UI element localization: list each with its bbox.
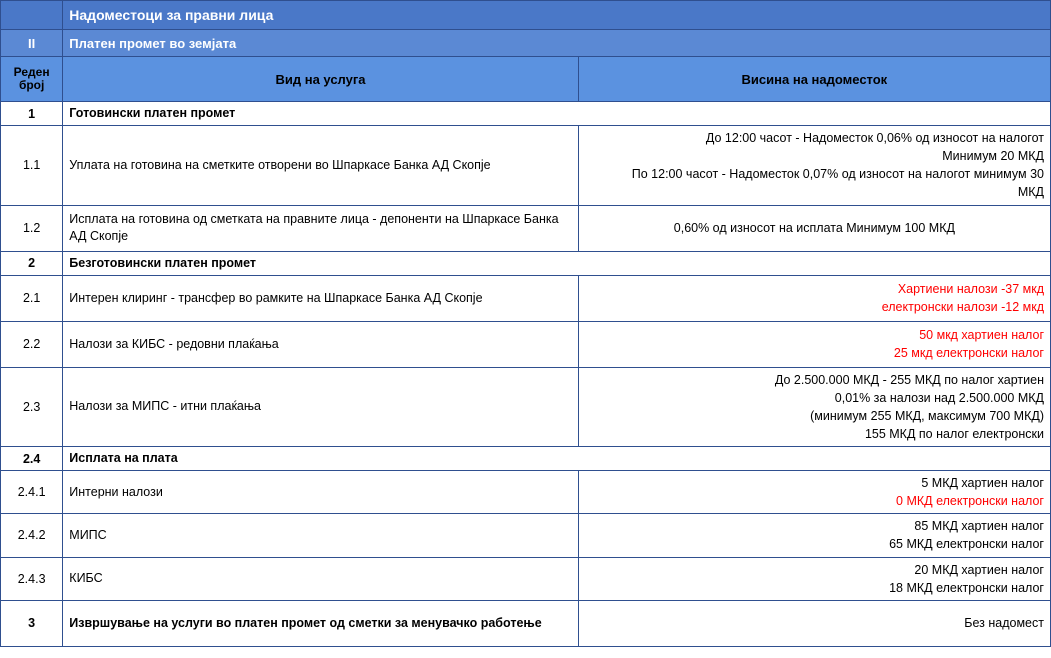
section-label: Платен промет во земјата: [63, 30, 1051, 57]
row-number: 2.1: [1, 275, 63, 321]
fee-line: Минимум 20 МКД: [942, 149, 1044, 164]
document-title: Надоместоци за правни лица: [63, 1, 1051, 30]
row-service: Интерен клиринг - трансфер во рамките на Шпаркасе Банка АД Скопје: [63, 275, 578, 321]
row-fee: [578, 471, 1050, 514]
row-fee: [578, 205, 1050, 251]
row-number: 1: [1, 102, 63, 126]
fee-line: 50 мкд хартиен налог: [919, 327, 1044, 342]
row-service: Налози за МИПС - итни плаќања: [63, 367, 578, 447]
fee-line: 25 мкд електронски налог: [893, 346, 1044, 360]
row-service: Интерни налози: [63, 471, 578, 514]
fee-line: Без надомест: [964, 616, 1044, 631]
row-number: 2.2: [1, 321, 63, 367]
fee-line: електронски налози -12 мкд: [881, 300, 1044, 314]
row-service: Безготовински платен промет: [63, 251, 1051, 275]
table-row: [1, 471, 1051, 514]
row-number: 2.4.3: [1, 557, 63, 600]
table-row: [1, 514, 1051, 557]
row-number: 2.4: [1, 447, 63, 471]
fee-line: 65 МКД електронски налог: [889, 537, 1044, 552]
fee-line: 18 МКД електронски налог: [889, 580, 1044, 595]
fee-line: 0 МКД електронски налог: [896, 494, 1044, 509]
table-title-row: [1, 1, 1051, 30]
table-row: [1, 600, 1051, 646]
row-fee: [578, 600, 1050, 646]
row-number: 2.3: [1, 367, 63, 447]
row-fee: [578, 126, 1050, 206]
section-roman-numeral: II: [1, 30, 63, 57]
row-service: Исплата на готовина од сметката на правните лица - депоненти на Шпаркасе Банка АД Скопје: [63, 205, 578, 251]
fee-line: По 12:00 часот - Надоместок 0,07% од износот на налогот минимум 30: [631, 167, 1044, 182]
table-row: [1, 102, 1051, 126]
table-row: [1, 367, 1051, 447]
table-row: [1, 275, 1051, 321]
row-fee: [578, 367, 1050, 447]
table-row: [1, 321, 1051, 367]
table-row: [1, 447, 1051, 471]
row-number: 2.4.1: [1, 471, 63, 514]
fee-line: (минимум 255 МКД, максимум 700 МКД): [810, 408, 1044, 423]
header-fee: Висина на надоместок: [578, 57, 1050, 102]
fee-line: МКД: [1017, 185, 1044, 200]
table-row: [1, 205, 1051, 251]
row-number: 2.4.2: [1, 514, 63, 557]
row-number: 2: [1, 251, 63, 275]
row-number: 1.2: [1, 205, 63, 251]
row-fee: [578, 275, 1050, 321]
row-service: КИБС: [63, 557, 578, 600]
row-service: МИПС: [63, 514, 578, 557]
row-service: Исплата на плата: [63, 447, 1051, 471]
fee-line: 0,60% од износот на исплата Минимум 100 МКД: [673, 220, 955, 235]
title-row-blank-cell: [1, 1, 63, 30]
section-row: [1, 30, 1051, 57]
column-headers-row: [1, 57, 1051, 102]
row-service: Налози за КИБС - редовни плаќања: [63, 321, 578, 367]
table-row: [1, 557, 1051, 600]
row-fee: [578, 514, 1050, 557]
header-service: Вид на услуга: [63, 57, 578, 102]
fee-line: До 12:00 часот - Надоместок 0,06% од износот на налогот: [705, 131, 1044, 145]
fee-line: 20 МКД хартиен налог: [914, 562, 1044, 577]
row-service: Уплата на готовина на сметките отворени во Шпаркасе Банка АД Скопје: [63, 126, 578, 206]
row-number: 1.1: [1, 126, 63, 206]
fee-line: 0,01% за налози над 2.500.000 МКД: [834, 390, 1044, 405]
fee-line: До 2.500.000 МКД - 255 МКД по налог хартиен: [774, 372, 1044, 387]
row-number: 3: [1, 600, 63, 646]
header-number: Реден број: [1, 57, 63, 102]
fee-line: 5 МКД хартиен налог: [921, 476, 1044, 490]
fee-line: 155 МКД по налог електронски: [864, 426, 1044, 441]
fee-line: Хартиени налози -37 мкд: [897, 281, 1044, 296]
row-service: Извршување на услуги во платен промет од сметки за менувачко работење: [63, 600, 578, 646]
fee-line: 85 МКД хартиен налог: [914, 519, 1044, 534]
row-service: Готовински платен промет: [63, 102, 1051, 126]
table-row: [1, 251, 1051, 275]
row-fee: [578, 321, 1050, 367]
row-fee: [578, 557, 1050, 600]
table-row: [1, 126, 1051, 206]
